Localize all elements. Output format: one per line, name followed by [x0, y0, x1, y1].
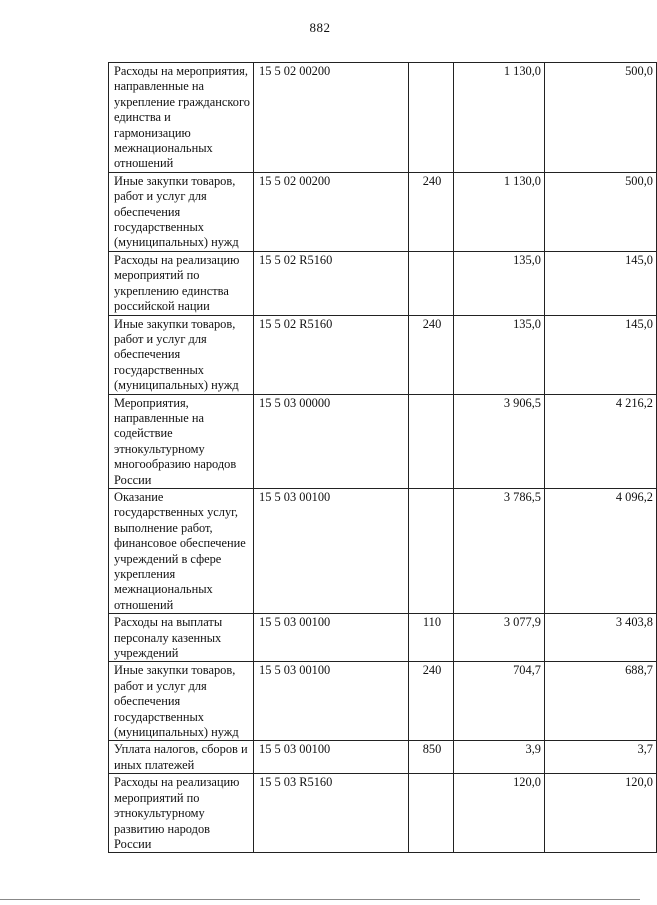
expense-type-cell: 240 — [409, 172, 454, 251]
expense-name-cell: Иные закупки товаров, работ и услуг для обеспечения государственных (муниципальных) нужд — [109, 662, 254, 741]
amount-year1-cell: 135,0 — [454, 251, 545, 315]
amount-year1-cell: 3 906,5 — [454, 394, 545, 488]
amount-year1-cell: 135,0 — [454, 315, 545, 394]
amount-year1-cell: 3,9 — [454, 741, 545, 774]
target-code-cell: 15 5 03 00100 — [254, 488, 409, 613]
target-code-cell: 15 5 03 00100 — [254, 662, 409, 741]
table-row — [109, 614, 657, 662]
expense-type-cell: 240 — [409, 315, 454, 394]
amount-year1-cell: 704,7 — [454, 662, 545, 741]
amount-year1-cell: 1 130,0 — [454, 172, 545, 251]
expense-type-cell: 850 — [409, 741, 454, 774]
target-code-cell: 15 5 03 00000 — [254, 394, 409, 488]
expense-name-cell: Мероприятия, направленные на содействие этнокультурному многообразию народов России — [109, 394, 254, 488]
amount-year1-cell: 1 130,0 — [454, 63, 545, 173]
amount-year2-cell: 3,7 — [545, 741, 657, 774]
amount-year2-cell: 500,0 — [545, 172, 657, 251]
amount-year1-cell: 3 077,9 — [454, 614, 545, 662]
expense-type-cell — [409, 774, 454, 853]
page-number: 882 — [309, 20, 331, 35]
table-row — [109, 251, 657, 315]
target-code-cell: 15 5 03 R5160 — [254, 774, 409, 853]
amount-year2-cell: 4 096,2 — [545, 488, 657, 613]
expense-type-cell — [409, 63, 454, 173]
amount-year2-cell: 145,0 — [545, 315, 657, 394]
budget-table — [108, 62, 657, 853]
amount-year2-cell: 120,0 — [545, 774, 657, 853]
expense-name-cell: Оказание государственных услуг, выполнение работ, финансовое обеспечение учреждений в сфере укрепления межнациональных отношений — [109, 488, 254, 613]
amount-year1-cell: 120,0 — [454, 774, 545, 853]
table-row — [109, 394, 657, 488]
table-row — [109, 741, 657, 774]
table-row — [109, 63, 657, 173]
expense-name-cell: Расходы на мероприятия, направленные на укрепление гражданского единства и гармонизацию межнациональных отношений — [109, 63, 254, 173]
expense-type-cell — [409, 394, 454, 488]
expense-name-cell: Уплата налогов, сборов и иных платежей — [109, 741, 254, 774]
target-code-cell: 15 5 02 R5160 — [254, 315, 409, 394]
expense-name-cell: Расходы на выплаты персоналу казенных учреждений — [109, 614, 254, 662]
target-code-cell: 15 5 02 00200 — [254, 63, 409, 173]
amount-year2-cell: 3 403,8 — [545, 614, 657, 662]
expense-type-cell: 240 — [409, 662, 454, 741]
amount-year2-cell: 4 216,2 — [545, 394, 657, 488]
amount-year2-cell: 688,7 — [545, 662, 657, 741]
expense-type-cell — [409, 488, 454, 613]
amount-year2-cell: 145,0 — [545, 251, 657, 315]
page-bottom-rule — [0, 899, 640, 900]
expense-type-cell: 110 — [409, 614, 454, 662]
expense-name-cell: Иные закупки товаров, работ и услуг для обеспечения государственных (муниципальных) нужд — [109, 315, 254, 394]
target-code-cell: 15 5 02 R5160 — [254, 251, 409, 315]
expense-type-cell — [409, 251, 454, 315]
expense-name-cell: Иные закупки товаров, работ и услуг для обеспечения государственных (муниципальных) нужд — [109, 172, 254, 251]
table-row — [109, 662, 657, 741]
table-row — [109, 315, 657, 394]
table-row — [109, 172, 657, 251]
table-row — [109, 774, 657, 853]
table-row — [109, 488, 657, 613]
amount-year2-cell: 500,0 — [545, 63, 657, 173]
target-code-cell: 15 5 02 00200 — [254, 172, 409, 251]
amount-year1-cell: 3 786,5 — [454, 488, 545, 613]
expense-name-cell: Расходы на реализацию мероприятий по этнокультурному развитию народов России — [109, 774, 254, 853]
target-code-cell: 15 5 03 00100 — [254, 741, 409, 774]
target-code-cell: 15 5 03 00100 — [254, 614, 409, 662]
expense-name-cell: Расходы на реализацию мероприятий по укреплению единства российской нации — [109, 251, 254, 315]
